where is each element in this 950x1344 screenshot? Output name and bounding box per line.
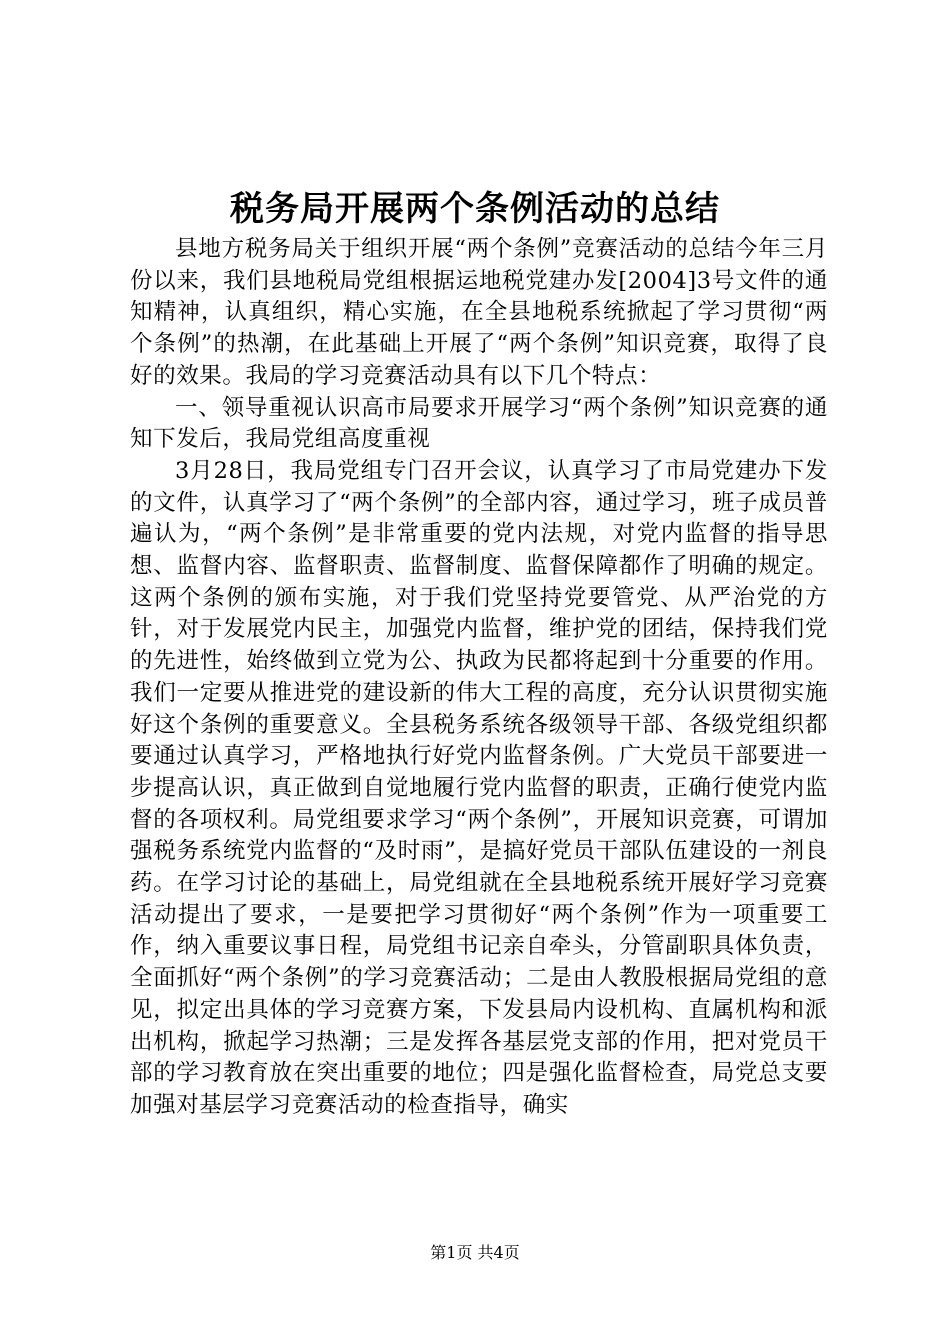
document-title: 税务局开展两个条例活动的总结: [230, 189, 720, 229]
paragraph: 县地方税务局关于组织开展“两个条例”竞赛活动的总结今年三月份以来，我们县地税局党组根据运地税党建办发[2004]3号文件的通知精神，认真组织，精心实施，在全县地税系统掀起了学习贯彻“两个条例”的热潮，在此基础上开展了“两个条例”知识竞赛，取得了良好的效果。我局的学习竞赛活动具有以下几个特点：: [130, 236, 828, 389]
document-body: [130, 234, 828, 1122]
paragraph: 3月28日，我局党组专门召开会议，认真学习了市局党建办下发的文件，认真学习了“两个条例”的全部内容，通过学习，班子成员普遍认为，“两个条例”是非常重要的党内法规，对党内监督的指导思想、监督内容、监督职责、监督制度、监督保障都作了明确的规定。这两个条例的颁布实施，对于我们党坚持党要管党、从严治党的方针，对于发展党内民主，加强党内监督，维护党的团结，保持我们党的先进性，始终做到立党为公、执政为民都将起到十分重要的作用。我们一定要从推进党的建设新的伟大工程的高度，充分认识贯彻实施好这个条例的重要意义。全县税务系统各级领导干部、各级党组织都要通过认真学习，严格地执行好党内监督条例。广大党员干部要进一步提高认识，真正做到自觉地履行党内监督的职责，正确行使党内监督的各项权利。局党组要求学习“两个条例”，开展知识竞赛，可谓加强税务系统党内监督的“及时雨”，是搞好党员干部队伍建设的一剂良药。在学习讨论的基础上，局党组就在全县地税系统开展好学习竞赛活动提出了要求，一是要把学习贯彻好“两个条例”作为一项重要工作，纳入重要议事日程，局党组书记亲自牵头，分管副职具体负责，全面抓好“两个条例”的学习竞赛活动；二是由人教股根据局党组的意见，拟定出具体的学习竞赛方案，下发县局内设机构、直属机构和派出机构，掀起学习热潮；三是发挥各基层党支部的作用，把对党员干部的学习教育放在突出重要的地位；四是强化监督检查，局党总支要加强对基层学习竞赛活动的检查指导，确实: [130, 457, 828, 1118]
page-number: 第1页 共4页: [430, 1243, 520, 1262]
paragraph: 一、领导重视认识高市局要求开展学习“两个条例”知识竞赛的通知下发后，我局党组高度重视: [130, 394, 828, 453]
